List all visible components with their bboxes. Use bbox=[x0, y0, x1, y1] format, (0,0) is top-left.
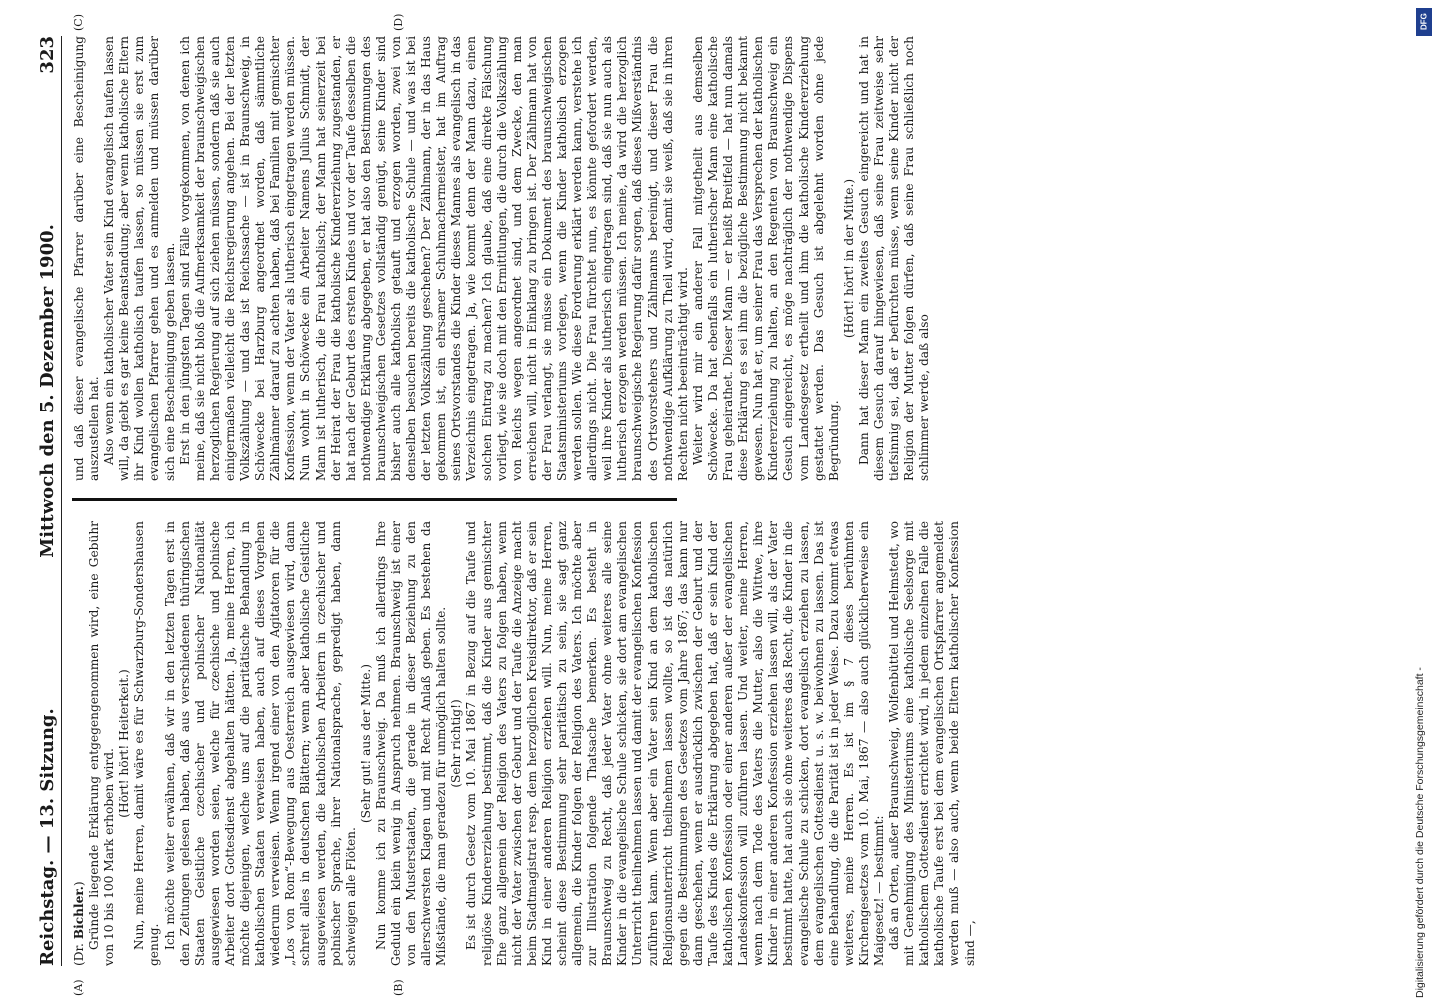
interjection: (Sehr gut! aus der Mitte.) bbox=[358, 663, 373, 824]
rotated-page bbox=[32, 13, 1378, 996]
header-left: Reichstag. — 13. Sitzung. bbox=[37, 708, 58, 966]
digitization-credit bbox=[1412, 0, 1434, 1000]
speaker-name: Bichler. bbox=[72, 886, 86, 940]
interjection: (Hört! hört! Heiterkeit.) bbox=[117, 669, 132, 818]
credit-text: Digitalisierung gefördert durch die Deutsche Forschungsgemeinschaft - bbox=[1414, 667, 1426, 998]
speaker-suffix: ) bbox=[72, 881, 86, 887]
paragraph: und daß dieser evangelische Pfarrer darüber eine Bescheinigung auszustellen hat. bbox=[72, 36, 102, 481]
header-date: Mittwoch den 5. Dezember 1900. bbox=[37, 224, 58, 558]
page-number: 323 bbox=[37, 36, 58, 74]
page-header bbox=[32, 36, 62, 966]
paragraph: Erst in den jüngsten Tagen sind Fälle vorgekommen, von denen ich meine, daß sie nicht bloß die Aufmerksamkeit der braunschweigischen herzoglichen Regierung auf sich ziehen müssen, sondern daß sie auch einigermaßen vielleicht die Reichsregierung angehen. Bei der letzten Volkszählung — und das ist Reichssache — ist in Braunschweig, in Schöwecke bei Harzburg angeordnet worden, daß sämmtliche Zählmänner darauf zu achten haben, daß bei Familien mit gemischter Konfession, wenn der Vater als lutherisch eingetragen werden müssen. Nun wohnt in Schöwecke ein Arbeiter Namens Julius Schmidt, der Mann ist lutherisch, die Frau katholisch; der Mann hat seinerzeit bei der Heirat der Frau die katholische Kindererziehung zugestanden, er hat nach der Geburt des ersten Kindes und vor der Taufe desselben die nothwendige Erklärung abgegeben, er hat also den Bestimmungen des braunschweigischen Gesetzes vollständig genügt, seine Kinder sind bisher auch alle katholisch getauft und erzogen worden, zwei von denselben besuchen bereits die katholische Schule — und was ist bei der letzten Volkszählung geschehen? Der Zählmann, der in das Haus gekommen ist, ein ehrsamer Schuhmachermeister, hat im Auftrag seines Ortsvorstandes die Kinder dieses Mannes als evangelisch in das Verzeichnis eingetragen. Ja, wie kommt denn der Mann dazu, einen solchen Eintrag zu machen? Ich glaube, daß eine direkte Fälschung vorliegt, wie sie doch mit den Ermittlungen, die durch die Volkszählung von Reichs wegen angeordnet sind, und dem Zwecke, den man erreichen will, nicht in Einklang zu bringen ist. Der Zählmann hat von der Frau verlangt, sie müsse ein Dokument des braunschweigischen Staatsministeriums vorlegen, wenn die Kinder katholisch erzogen werden sollen. Wie diese Forderung erklärt werden kann, verstehe ich allerdings nicht. Die Frau fürchtet nun, es könnte gefordert werden, weil ihre Kinder als lutherisch eingetragen sind, daß sie nun auch als lutherisch erzogen werden müssen. Ich meine, da wird die herzoglich braunschweigische Regierung dafür sorgen, daß dieses Mißverständnis des Ortsvorstehers und Zählmanns bereinigt, und dieser Frau die nothwendige Aufklärung zu Theil wird, damit sie weiß, daß sie in ihren Rechten nicht beeinträchtigt wird. bbox=[177, 36, 690, 481]
paragraph: Es ist durch Gesetz vom 10. Mai 1867 in Bezug auf die Taufe und religiöse Kindererziehung bestimmt, daß die Kinder aus gemischter Ehe ganz allgemein der Religion des Vaters zu folgen haben, wenn nicht der Vater zwischen der Geburt und der Taufe die Anzeige macht beim Stadtmagistrat resp. dem herzoglichen Kreisdirektor, daß er sein Kind in einer anderen Religion erziehen will. Nun, meine Herren, scheint diese Bestimmung sehr paritätisch zu sein, sie sagt ganz allgemein, die Kinder folgen der Religion des Vaters. Ich möchte aber zur Illustration folgende Thatsache bemerken. Es besteht in Braunschweig zu Recht, daß jeder Vater ohne weiteres alle seine Kinder in die evangelische Schule schicken, sie dort am evangelischen Unterricht theilnehmen lassen und damit der evangelischen Konfession zuführen kann. Wenn aber ein Vater sein Kind an dem katholischen Religionsunterricht theilnehmen lassen wollte, so ist das natürlich gegen die Bestimmungen des Gesetzes vom Jahre 1867; das kann nur dann geschehen, wenn er ausdrücklich zwischen der Geburt und der Taufe des Kindes die Erklärung abgegeben hat, daß er sein Kind der katholischen Konfession oder einer anderen außer der evangelischen Landeskonfession will zuführen lassen. Und weiter, meine Herren, wenn nach dem Tode des Vaters die Mutter, also die Wittwe, ihre Kinder in einer anderen Konfession erziehen lassen will, als der Vater bestimmt hatte, hat auch sie ohne weiteres das Recht, die Kinder in die evangelische Schule zu schicken, dort evangelisch erziehen zu lassen, dem evangelischen Gottesdienst u. s. w. beiwohnen zu lassen. Das ist eine Behandlung, die die Parität ist in jeder Weise. Dazu kommt etwas weiteres, meine Herren. Es ist im § 7 dieses berühmten Kirchengesetzes vom 10. Mai, 1867 — also auch glücklicherweise ein Maigesetz! — bestimmt: bbox=[464, 521, 886, 966]
quoted-paragraph: daß an Orten, außer Braunschweig, Wolfenbüttel und Helmstedt, wo mit Genehmigung des Ministeriums eine katholische Seelsorge mit katholischem Gottesdienst errichtet wird, in jedem einzelnen Falle die katholische Taufe erst bei dem evangelischen Ortspfarrer angemeldet werden muß — also auch, wenn beide Eltern katholischer Konfession sind —, bbox=[887, 521, 977, 966]
paragraph: Weiter wird mir ein anderer Fall mitgetheilt aus demselben Schöwecke. Da hat ebenfalls ein lutherischer Mann eine katholische Frau geheirathet. Dieser Mann — er heißt Breitfeld — hat nun damals diese Erklärung es sei ihm die bezügliche Bestimmung nicht bekannt gewesen. Nun hat er, um seiner Frau das Versprechen der katholischen Kindererziehung zu halten, an den Regenten von Braunschweig ein Gesuch eingereicht, es möge nachträglich der nothwendige Dispens vom Landesgesetz ertheilt und ihm die katholische Kindererziehung gestattet werden. Das Gesuch ist abgelehnt worden ohne jede Begründung. bbox=[690, 36, 841, 481]
paragraph: Gründe liegende Erklärung entgegengenommen wird, eine Gebühr von 10 bis 100 Mark erhoben wird. bbox=[87, 521, 117, 966]
interjection: (Sehr richtig!) bbox=[449, 699, 464, 788]
margin-marker-b: (B) bbox=[392, 979, 405, 996]
paragraph: Nun komme ich zu Braunschweig. Da muß ich allerdings Ihre Geduld ein klein wenig in Anspruch nehmen. Braunschweig ist einer von den Musterstaaten, die gerade in dieser Beziehung zu den allerschwersten Klagen und mit Recht Anlaß geben. Es bestehen da Mißstände, die man geradezu für unmöglich halten sollte. bbox=[373, 521, 449, 966]
paragraph: Also wenn ein katholischer Vater sein Kind evangelisch taufen lassen will, da giebt es gar keine Beanstandung; aber wenn katholische Eltern ihr Kind wollen katholisch taufen lassen, so müssen sie erst zum evangelischen Pfarrer gehen und es anmelden und müssen darüber sich eine Bescheinigung geben lassen. bbox=[102, 36, 177, 481]
speaker-prefix: (Dr. bbox=[72, 939, 86, 966]
text-column-right bbox=[72, 36, 932, 481]
dfg-logo-icon: DFG bbox=[1416, 8, 1432, 36]
margin-marker-c: (C) bbox=[72, 14, 85, 31]
speaker-line bbox=[72, 521, 87, 966]
text-column-left bbox=[72, 521, 977, 966]
paragraph: Nun, meine Herren, damit wäre es für Schwarzburg-Sondershausen genug. bbox=[132, 521, 162, 966]
column-divider bbox=[72, 498, 677, 501]
margin-marker-d: (D) bbox=[392, 13, 405, 31]
paragraph: Ich möchte weiter erwähnen, daß wir in den letzten Tagen erst in den Zeitungen gelesen haben, daß aus verschiedenen thüringischen Staaten Geistliche czechischer und polnischer Nationalität ausgewiesen worden seien, welche für czechische und polnische Arbeiter dort Gottesdienst abgehalten hätten. Ja, meine Herren, ich möchte diejenigen, welche uns auf die paritätische Behandlung in katholischen Staaten verweisen haben, auch auf dieses Vorgehen wiederum verweisen. Wenn irgend einer von den Agitatoren für die „Los von Rom“-Bewegung aus Oesterreich ausgewiesen wird, dann schreit alles in deutschen Blättern; wenn aber katholische Geistliche ausgewiesen werden, die katholischen Arbeitern in czechischer und polnischer Sprache, ihrer Nationalsprache, gepredigt haben, dann schweigen alle Flöten. bbox=[162, 521, 358, 966]
interjection: (Hört! hört! in der Mitte.) bbox=[841, 178, 856, 339]
margin-marker-a: (A) bbox=[72, 979, 85, 996]
paragraph: Dann hat dieser Mann ein zweites Gesuch eingereicht und hat in diesem Gesuch darauf hingewiesen, daß seine Frau zeitweise sehr tiefsinnig sei, daß er befürchten müsse, wenn seine Kinder nicht der Religion der Mutter folgen dürfen, daß seine Frau schließlich noch schlimmer werde, daß also bbox=[856, 36, 932, 481]
